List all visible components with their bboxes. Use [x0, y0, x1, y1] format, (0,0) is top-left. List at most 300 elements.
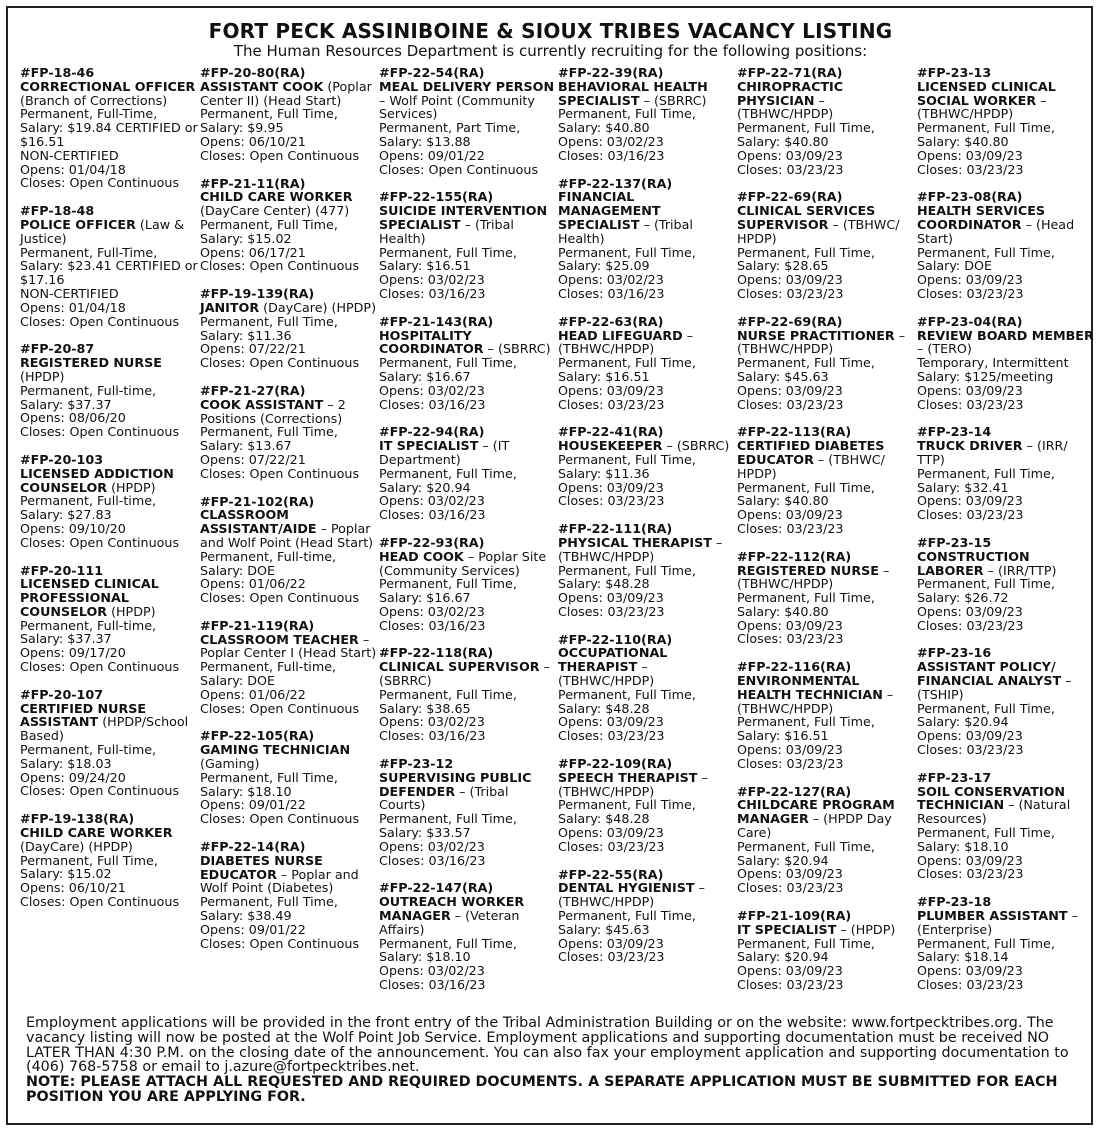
column-1 — [20, 66, 198, 923]
job-heading — [20, 702, 198, 743]
job-detail: Permanent, Full-Time, — [20, 106, 158, 122]
job-detail: Closes: 03/23/23 — [917, 396, 1024, 412]
job-listing — [200, 840, 378, 950]
job-department: – (TBHWC/ HPDP) — [737, 216, 900, 246]
job-heading — [917, 204, 1095, 245]
job-listing — [200, 177, 378, 274]
job-detail: Closes: 03/23/23 — [737, 977, 844, 993]
job-title: REGISTERED NURSE — [20, 355, 162, 371]
job-detail: Salary: $28.65 — [737, 258, 829, 274]
job-department: – (TBHWC/HPDP) — [558, 769, 708, 799]
job-title: HEALTH SERVICES COORDINATOR — [917, 203, 1046, 232]
job-detail: Permanent, Full-time, — [20, 617, 157, 633]
job-listing — [737, 785, 915, 895]
job-id: #FP-18-46 — [20, 65, 95, 80]
job-heading — [379, 660, 557, 688]
job-listing — [200, 619, 378, 716]
job-detail: Permanent, Full Time, — [737, 714, 875, 730]
job-title: CLASSROOM TEACHER — [200, 631, 359, 647]
job-department: – (IT Department) — [379, 438, 510, 467]
job-detail: Closes: Open Continuous — [200, 700, 360, 716]
job-detail: Salary: $23.41 CERTIFIED or $17.16 — [20, 258, 198, 288]
job-id: #FP-20-111 — [20, 562, 104, 578]
job-detail: Closes: 03/23/23 — [917, 742, 1024, 758]
job-detail: Permanent, Full Time, — [558, 797, 696, 813]
job-department: (Branch of Corrections) — [20, 92, 168, 108]
job-heading — [379, 329, 557, 357]
job-listing — [379, 315, 557, 412]
job-detail: Closes: 03/16/23 — [379, 285, 486, 301]
column-6 — [917, 66, 1095, 1006]
job-listing — [379, 757, 557, 867]
job-detail: Closes: 03/23/23 — [558, 949, 665, 965]
job-detail: Permanent, Full Time, — [20, 852, 158, 868]
job-detail: Closes: Open Continuous — [200, 258, 360, 274]
job-detail: Opens: 09/17/20 — [20, 645, 126, 661]
job-detail: Permanent, Full Time, — [379, 811, 517, 827]
job-department: – (SBRRC) — [666, 438, 730, 454]
job-title: OUTREACH WORKER MANAGER — [379, 894, 525, 924]
job-detail: Opens: 01/04/18 — [20, 299, 126, 315]
job-detail: Salary: $13.67 — [200, 438, 292, 454]
job-department: – (Natural Resources) — [917, 797, 1071, 827]
job-detail: Opens: 03/09/23 — [737, 963, 843, 979]
job-department: (Gaming) — [200, 756, 260, 772]
job-heading — [20, 80, 198, 108]
job-id: #FP-22-147(RA) — [379, 880, 494, 896]
job-heading — [917, 439, 1095, 467]
job-listing — [20, 342, 198, 439]
job-listing — [917, 536, 1095, 633]
job-detail: Opens: 06/17/21 — [200, 244, 306, 260]
job-title: GAMING TECHNICIAN — [200, 742, 351, 758]
job-department: – (TERO) — [917, 341, 972, 357]
job-detail: Permanent, Full Time, — [917, 120, 1055, 136]
job-title: POLICE OFFICER — [20, 216, 136, 232]
job-heading — [379, 895, 557, 936]
job-heading — [737, 923, 915, 937]
job-listing — [917, 771, 1095, 881]
job-department: – Poplar and Wolf Point (Diabetes) — [200, 866, 359, 896]
job-title: ASSISTANT COOK — [200, 78, 324, 94]
job-department: (DayCare) (HPDP) — [20, 838, 133, 854]
job-id: #FP-23-18 — [917, 894, 992, 910]
job-detail: Permanent, Full-time, — [200, 659, 337, 675]
job-title: ASSISTANT POLICY/ FINANCIAL ANALYST — [917, 659, 1062, 689]
job-department: – (SBRRC) — [379, 659, 550, 689]
job-detail: Salary: $125/meeting — [917, 368, 1054, 384]
job-department: – (TBHWC/ HPDP) — [737, 451, 885, 481]
job-id: #FP-22-118(RA) — [379, 645, 494, 661]
job-listing — [737, 909, 915, 992]
job-detail: Salary: $37.37 — [20, 631, 112, 647]
column-2 — [200, 66, 378, 964]
job-listing — [737, 550, 915, 647]
job-detail: Closes: 03/23/23 — [737, 161, 844, 177]
job-detail: Salary: $11.36 — [200, 327, 292, 343]
job-listing — [20, 204, 198, 328]
job-detail: Permanent, Full Time, — [558, 451, 696, 467]
job-title: CHIROPRACTIC PHYSICIAN — [737, 78, 844, 108]
job-detail: Opens: 03/09/23 — [558, 479, 664, 495]
job-detail: Salary: $20.94 — [737, 949, 829, 965]
job-detail: Closes: 03/23/23 — [917, 161, 1024, 177]
job-department: – (Tribal Courts) — [379, 783, 509, 813]
job-id: #FP-19-139(RA) — [200, 286, 315, 302]
job-listing — [379, 425, 557, 522]
page-title: FORT PECK ASSINIBOINE & SIOUX TRIBES VACANCY LISTING — [208, 19, 893, 43]
job-listing — [737, 660, 915, 770]
job-detail: Salary: $38.65 — [379, 700, 471, 716]
job-detail: Salary: $37.37 — [20, 396, 112, 412]
job-listing — [558, 522, 736, 619]
job-id: #FP-20-80(RA) — [200, 65, 306, 80]
job-department: – Poplar and Wolf Point (Head Start) — [200, 521, 374, 550]
job-detail: Closes: 03/23/23 — [737, 285, 844, 301]
instructions-text: Employment applications will be provided in the front entry of the Tribal Administration Building or on the website: www.fortpecktribes.org. The vacancy listing will now be posted at the Wolf Point Job Service. Employment applications and supporting documentation must be received NO LATER THAN 4:30 P.M. on the closing date of the announcement. You can also fax your employment application and supporting documentation to (406) 768-5758 or email to j.azure@fortpecktribes.net. — [26, 1015, 1069, 1076]
job-detail: Salary: $25.09 — [558, 258, 650, 274]
job-detail: Opens: 03/09/23 — [558, 714, 664, 730]
job-detail: Salary: $40.80 — [737, 493, 829, 509]
job-heading — [558, 190, 736, 245]
job-listing — [20, 66, 198, 190]
job-detail: Closes: Open Continuous — [200, 811, 360, 827]
job-title: JANITOR — [200, 299, 260, 315]
job-id: #FP-20-87 — [20, 341, 95, 357]
job-detail: Salary: $18.10 — [917, 838, 1009, 854]
job-detail: Opens: 03/02/23 — [379, 838, 485, 854]
job-detail: Opens: 09/10/20 — [20, 520, 126, 536]
job-id: #FP-19-138(RA) — [20, 811, 135, 827]
job-heading — [20, 826, 198, 854]
job-detail: Closes: 03/23/23 — [558, 603, 665, 619]
job-id: #FP-22-63(RA) — [558, 313, 664, 329]
job-id: #FP-22-110(RA) — [558, 631, 673, 647]
job-detail: Opens: 07/22/21 — [200, 451, 306, 467]
job-detail: Closes: 03/16/23 — [379, 728, 486, 744]
job-department: – 2 Positions (Corrections) — [200, 396, 346, 426]
job-listing — [917, 895, 1095, 992]
job-listing — [737, 315, 915, 412]
job-heading — [558, 646, 736, 687]
job-title: CORRECTIONAL OFFICER — [20, 78, 196, 94]
job-heading — [737, 204, 915, 245]
job-detail: Salary: $40.80 — [917, 133, 1009, 149]
job-title: ENVIRONMENTAL HEALTH TECHNICIAN — [737, 673, 883, 702]
job-heading — [558, 771, 736, 799]
job-id: #FP-22-105(RA) — [200, 728, 315, 744]
job-detail: Closes: 03/23/23 — [558, 728, 665, 744]
job-department: (DayCare Center) (477) — [200, 203, 350, 219]
job-detail: Permanent, Full Time, — [379, 935, 517, 951]
job-detail: Permanent, Full-time, — [200, 548, 337, 564]
job-department: – (HPDP Day Care) — [737, 811, 892, 841]
job-id: #FP-21-119(RA) — [200, 617, 315, 633]
job-detail: Permanent, Full Time, — [737, 355, 875, 371]
job-detail: Opens: 03/09/23 — [737, 507, 843, 523]
job-title: FINANCIAL MANAGEMENT SPECIALIST — [558, 189, 661, 232]
job-id: #FP-23-14 — [917, 424, 992, 440]
job-heading — [200, 398, 378, 426]
job-title: BEHAVIORAL HEALTH SPECIALIST — [558, 78, 708, 108]
job-listing — [20, 453, 198, 550]
job-listing — [558, 66, 736, 163]
job-detail: Closes: Open Continuous — [200, 465, 360, 481]
job-detail: Closes: Open Continuous — [200, 935, 360, 951]
job-heading — [379, 439, 557, 467]
job-listing — [558, 315, 736, 412]
job-heading — [558, 536, 736, 564]
job-detail: Opens: 03/09/23 — [917, 147, 1023, 163]
job-detail: Closes: Open Continuous — [20, 424, 180, 440]
job-detail: Closes: 03/23/23 — [917, 977, 1024, 993]
job-detail: Opens: 03/09/23 — [737, 742, 843, 758]
job-department: (HPDP) — [20, 368, 65, 384]
job-id: #FP-22-93(RA) — [379, 534, 485, 550]
job-heading — [200, 854, 378, 895]
job-detail: Opens: 03/09/23 — [917, 603, 1023, 619]
job-heading — [20, 218, 198, 246]
job-detail: Opens: 03/09/23 — [558, 590, 664, 606]
job-title: CLASSROOM ASSISTANT/AIDE — [200, 507, 317, 537]
job-id: #FP-22-39(RA) — [558, 65, 664, 80]
job-detail: Salary: $48.28 — [558, 700, 650, 716]
job-detail: Closes: Open Continuous — [200, 590, 360, 606]
job-detail: Opens: 03/09/23 — [558, 382, 664, 398]
job-listing — [558, 757, 736, 854]
job-title: IT SPECIALIST — [379, 438, 479, 454]
job-detail: Permanent, Full Time, — [917, 576, 1055, 592]
job-heading — [20, 577, 198, 618]
job-id: #FP-22-71(RA) — [737, 65, 843, 80]
job-detail: Opens: 03/09/23 — [917, 493, 1023, 509]
job-detail: Permanent, Full Time, — [200, 106, 338, 122]
job-title: SPEECH THERAPIST — [558, 769, 698, 785]
job-title: REGISTERED NURSE — [737, 562, 879, 578]
job-title: CHILDCARE PROGRAM MANAGER — [737, 797, 895, 827]
job-heading — [737, 564, 915, 592]
job-detail: Closes: 03/23/23 — [737, 755, 844, 771]
job-detail: Opens: 03/09/23 — [737, 147, 843, 163]
job-detail: Closes: 03/23/23 — [917, 507, 1024, 523]
job-detail: Salary: $15.02 — [20, 866, 112, 882]
job-department: – (TBHWC/HPDP) — [737, 327, 906, 357]
job-detail: Permanent, Full Time, — [379, 244, 517, 260]
job-id: #FP-20-103 — [20, 451, 104, 467]
job-detail: Opens: 03/09/23 — [737, 382, 843, 398]
job-listing — [917, 315, 1095, 412]
job-detail: Permanent, Full Time, — [558, 562, 696, 578]
job-detail: Closes: Open Continuous — [20, 534, 180, 550]
job-detail: Salary: $38.49 — [200, 908, 292, 924]
job-heading — [20, 356, 198, 384]
job-detail: Closes: 03/23/23 — [558, 493, 665, 509]
job-detail: Opens: 03/02/23 — [379, 963, 485, 979]
job-detail: Salary: $16.67 — [379, 590, 471, 606]
job-listing — [379, 646, 557, 743]
job-id: #FP-23-08(RA) — [917, 189, 1023, 205]
job-title: NURSE PRACTITIONER — [737, 327, 895, 343]
job-detail: Salary: $18.03 — [20, 755, 112, 771]
job-title: CLINICAL SUPERVISOR — [379, 659, 540, 675]
job-detail: Closes: 03/23/23 — [737, 396, 844, 412]
job-heading — [379, 204, 557, 245]
job-heading — [917, 329, 1095, 357]
job-title: LICENSED CLINICAL SOCIAL WORKER — [917, 78, 1056, 108]
column-4 — [558, 66, 736, 978]
job-detail: Permanent, Full Time, — [737, 244, 875, 260]
job-heading — [737, 674, 915, 715]
job-detail: Permanent, Full Time, — [737, 935, 875, 951]
job-id: #FP-22-127(RA) — [737, 783, 852, 799]
job-detail: Closes: Open Continuous — [20, 313, 180, 329]
job-title: CERTIFIED DIABETES EDUCATOR — [737, 438, 885, 467]
job-detail: Closes: 03/23/23 — [737, 880, 844, 896]
job-detail: Opens: 03/09/23 — [737, 272, 843, 288]
job-heading — [379, 771, 557, 812]
job-detail: Opens: 03/02/23 — [379, 714, 485, 730]
job-detail: Salary: DOE — [917, 258, 993, 274]
job-title: SOIL CONSERVATION TECHNICIAN — [917, 783, 1066, 813]
job-detail: Opens: 03/09/23 — [558, 935, 664, 951]
job-title: DIABETES NURSE EDUCATOR — [200, 852, 323, 882]
job-title: OCCUPATIONAL THERAPIST — [558, 645, 668, 675]
job-heading — [200, 301, 378, 315]
job-detail: Closes: 03/23/23 — [917, 866, 1024, 882]
job-id: #FP-22-111(RA) — [558, 521, 673, 537]
job-heading — [200, 633, 378, 661]
job-listing — [200, 66, 378, 163]
job-id: #FP-22-137(RA) — [558, 175, 673, 191]
job-id: #FP-21-27(RA) — [200, 382, 306, 398]
job-detail: Closes: 03/23/23 — [558, 838, 665, 854]
job-id: #FP-23-17 — [917, 769, 992, 785]
job-heading — [558, 80, 736, 108]
job-department: (HPDP) — [111, 603, 156, 619]
job-detail: Permanent, Full Time, — [917, 825, 1055, 841]
job-detail: Closes: 03/23/23 — [737, 631, 844, 647]
job-detail: Salary: $26.72 — [917, 590, 1009, 606]
job-heading — [379, 80, 557, 121]
job-department: – (Veteran Affairs) — [379, 908, 520, 937]
job-id: #FP-22-55(RA) — [558, 866, 664, 882]
job-detail: Opens: 08/06/20 — [20, 410, 126, 426]
job-heading — [737, 329, 915, 357]
job-listing — [737, 425, 915, 535]
job-title: COOK ASSISTANT — [200, 396, 324, 412]
job-title: HEAD COOK — [379, 548, 464, 564]
job-detail: Opens: 03/02/23 — [379, 603, 485, 619]
job-department: – (TBHWC/HPDP) — [737, 562, 890, 592]
job-title: CLINICAL SERVICES SUPERVISOR — [737, 203, 876, 232]
job-detail: Permanent, Full Time, — [200, 424, 338, 440]
job-id: #FP-21-109(RA) — [737, 908, 852, 924]
job-department: – (Head Start) — [917, 216, 1075, 246]
job-detail: Opens: 09/01/22 — [200, 797, 306, 813]
job-detail: Salary: $32.41 — [917, 479, 1009, 495]
job-title: HOSPITALITY COORDINATOR — [379, 327, 484, 357]
job-id: #FP-18-48 — [20, 203, 95, 219]
job-detail: Salary: $20.94 — [379, 479, 471, 495]
job-listing — [379, 881, 557, 991]
job-listing — [558, 633, 736, 743]
job-detail: Closes: Open Continuous — [20, 783, 180, 799]
job-department: (Poplar Center II) (Head Start) — [200, 78, 372, 108]
job-id: #FP-22-109(RA) — [558, 756, 673, 772]
job-department: – (TBHWC/HPDP) — [558, 659, 655, 689]
job-department: – (Tribal Health) — [558, 216, 693, 246]
job-detail: Permanent, Full-Time, — [20, 244, 158, 260]
job-detail: Closes: Open Continuous — [20, 175, 180, 191]
job-detail: Salary: $19.84 CERTIFIED or $16.51 — [20, 120, 198, 149]
job-detail: Permanent, Full Time, — [558, 244, 696, 260]
column-5 — [737, 66, 915, 1006]
job-detail: Closes: 03/16/23 — [379, 396, 486, 412]
job-id: #FP-22-112(RA) — [737, 548, 852, 564]
job-detail: Salary: $48.28 — [558, 576, 650, 592]
job-title: PLUMBER ASSISTANT — [917, 908, 1068, 924]
job-detail: Salary: $13.88 — [379, 133, 471, 149]
page-subtitle: The Human Resources Department is currently recruiting for the following positions: — [233, 42, 868, 60]
job-detail: Closes: 03/23/23 — [917, 285, 1024, 301]
job-title: MEAL DELIVERY PERSON — [379, 78, 555, 94]
job-listing — [379, 66, 557, 176]
job-id: #FP-20-107 — [20, 686, 104, 702]
job-detail: Permanent, Full Time, — [737, 838, 875, 854]
job-detail: Permanent, Full-time, — [20, 493, 157, 509]
job-heading — [917, 909, 1095, 937]
job-detail: Opens: 03/02/23 — [558, 272, 664, 288]
job-detail: Closes: 03/23/23 — [917, 617, 1024, 633]
job-id: #FP-23-04(RA) — [917, 313, 1023, 329]
job-detail: Opens: 06/10/21 — [20, 880, 126, 896]
job-detail: Closes: Open Continuous — [200, 355, 360, 371]
job-heading — [917, 80, 1095, 121]
job-detail: Closes: Open Continuous — [379, 161, 539, 177]
column-3 — [379, 66, 557, 1006]
job-department: (HPDP) — [111, 479, 156, 495]
job-detail: Salary: $16.51 — [558, 368, 650, 384]
job-detail: Closes: Open Continuous — [20, 659, 180, 675]
job-department: – (TBHWC/HPDP) — [917, 92, 1047, 122]
job-heading — [737, 80, 915, 121]
job-listing — [558, 177, 736, 301]
job-detail: Closes: 03/16/23 — [379, 507, 486, 523]
job-detail: Salary: DOE — [200, 673, 276, 689]
job-id: #FP-23-15 — [917, 534, 992, 550]
job-detail: Opens: 03/09/23 — [737, 866, 843, 882]
job-heading — [200, 190, 378, 218]
job-title: LICENSED CLINICAL PROFESSIONAL COUNSELOR — [20, 576, 159, 619]
job-detail: Salary: $40.80 — [558, 120, 650, 136]
job-detail: Salary: $18.14 — [917, 949, 1009, 965]
job-listing — [737, 66, 915, 176]
job-detail: Salary: $15.02 — [200, 230, 292, 246]
job-detail: Salary: $18.10 — [200, 783, 292, 799]
job-detail: Salary: $27.83 — [20, 507, 112, 523]
job-listing — [917, 190, 1095, 300]
job-detail: Salary: $48.28 — [558, 811, 650, 827]
job-department: – (SBRRC) — [643, 92, 707, 108]
job-listing — [200, 729, 378, 826]
job-detail: Closes: 03/23/23 — [737, 520, 844, 536]
job-title: CHILD CARE WORKER — [200, 189, 353, 205]
job-listing — [20, 812, 198, 909]
job-detail: Permanent, Full Time, — [558, 355, 696, 371]
job-id: #FP-22-69(RA) — [737, 189, 843, 205]
job-title: HOUSEKEEPER — [558, 438, 663, 454]
job-id: #FP-23-13 — [917, 65, 992, 80]
